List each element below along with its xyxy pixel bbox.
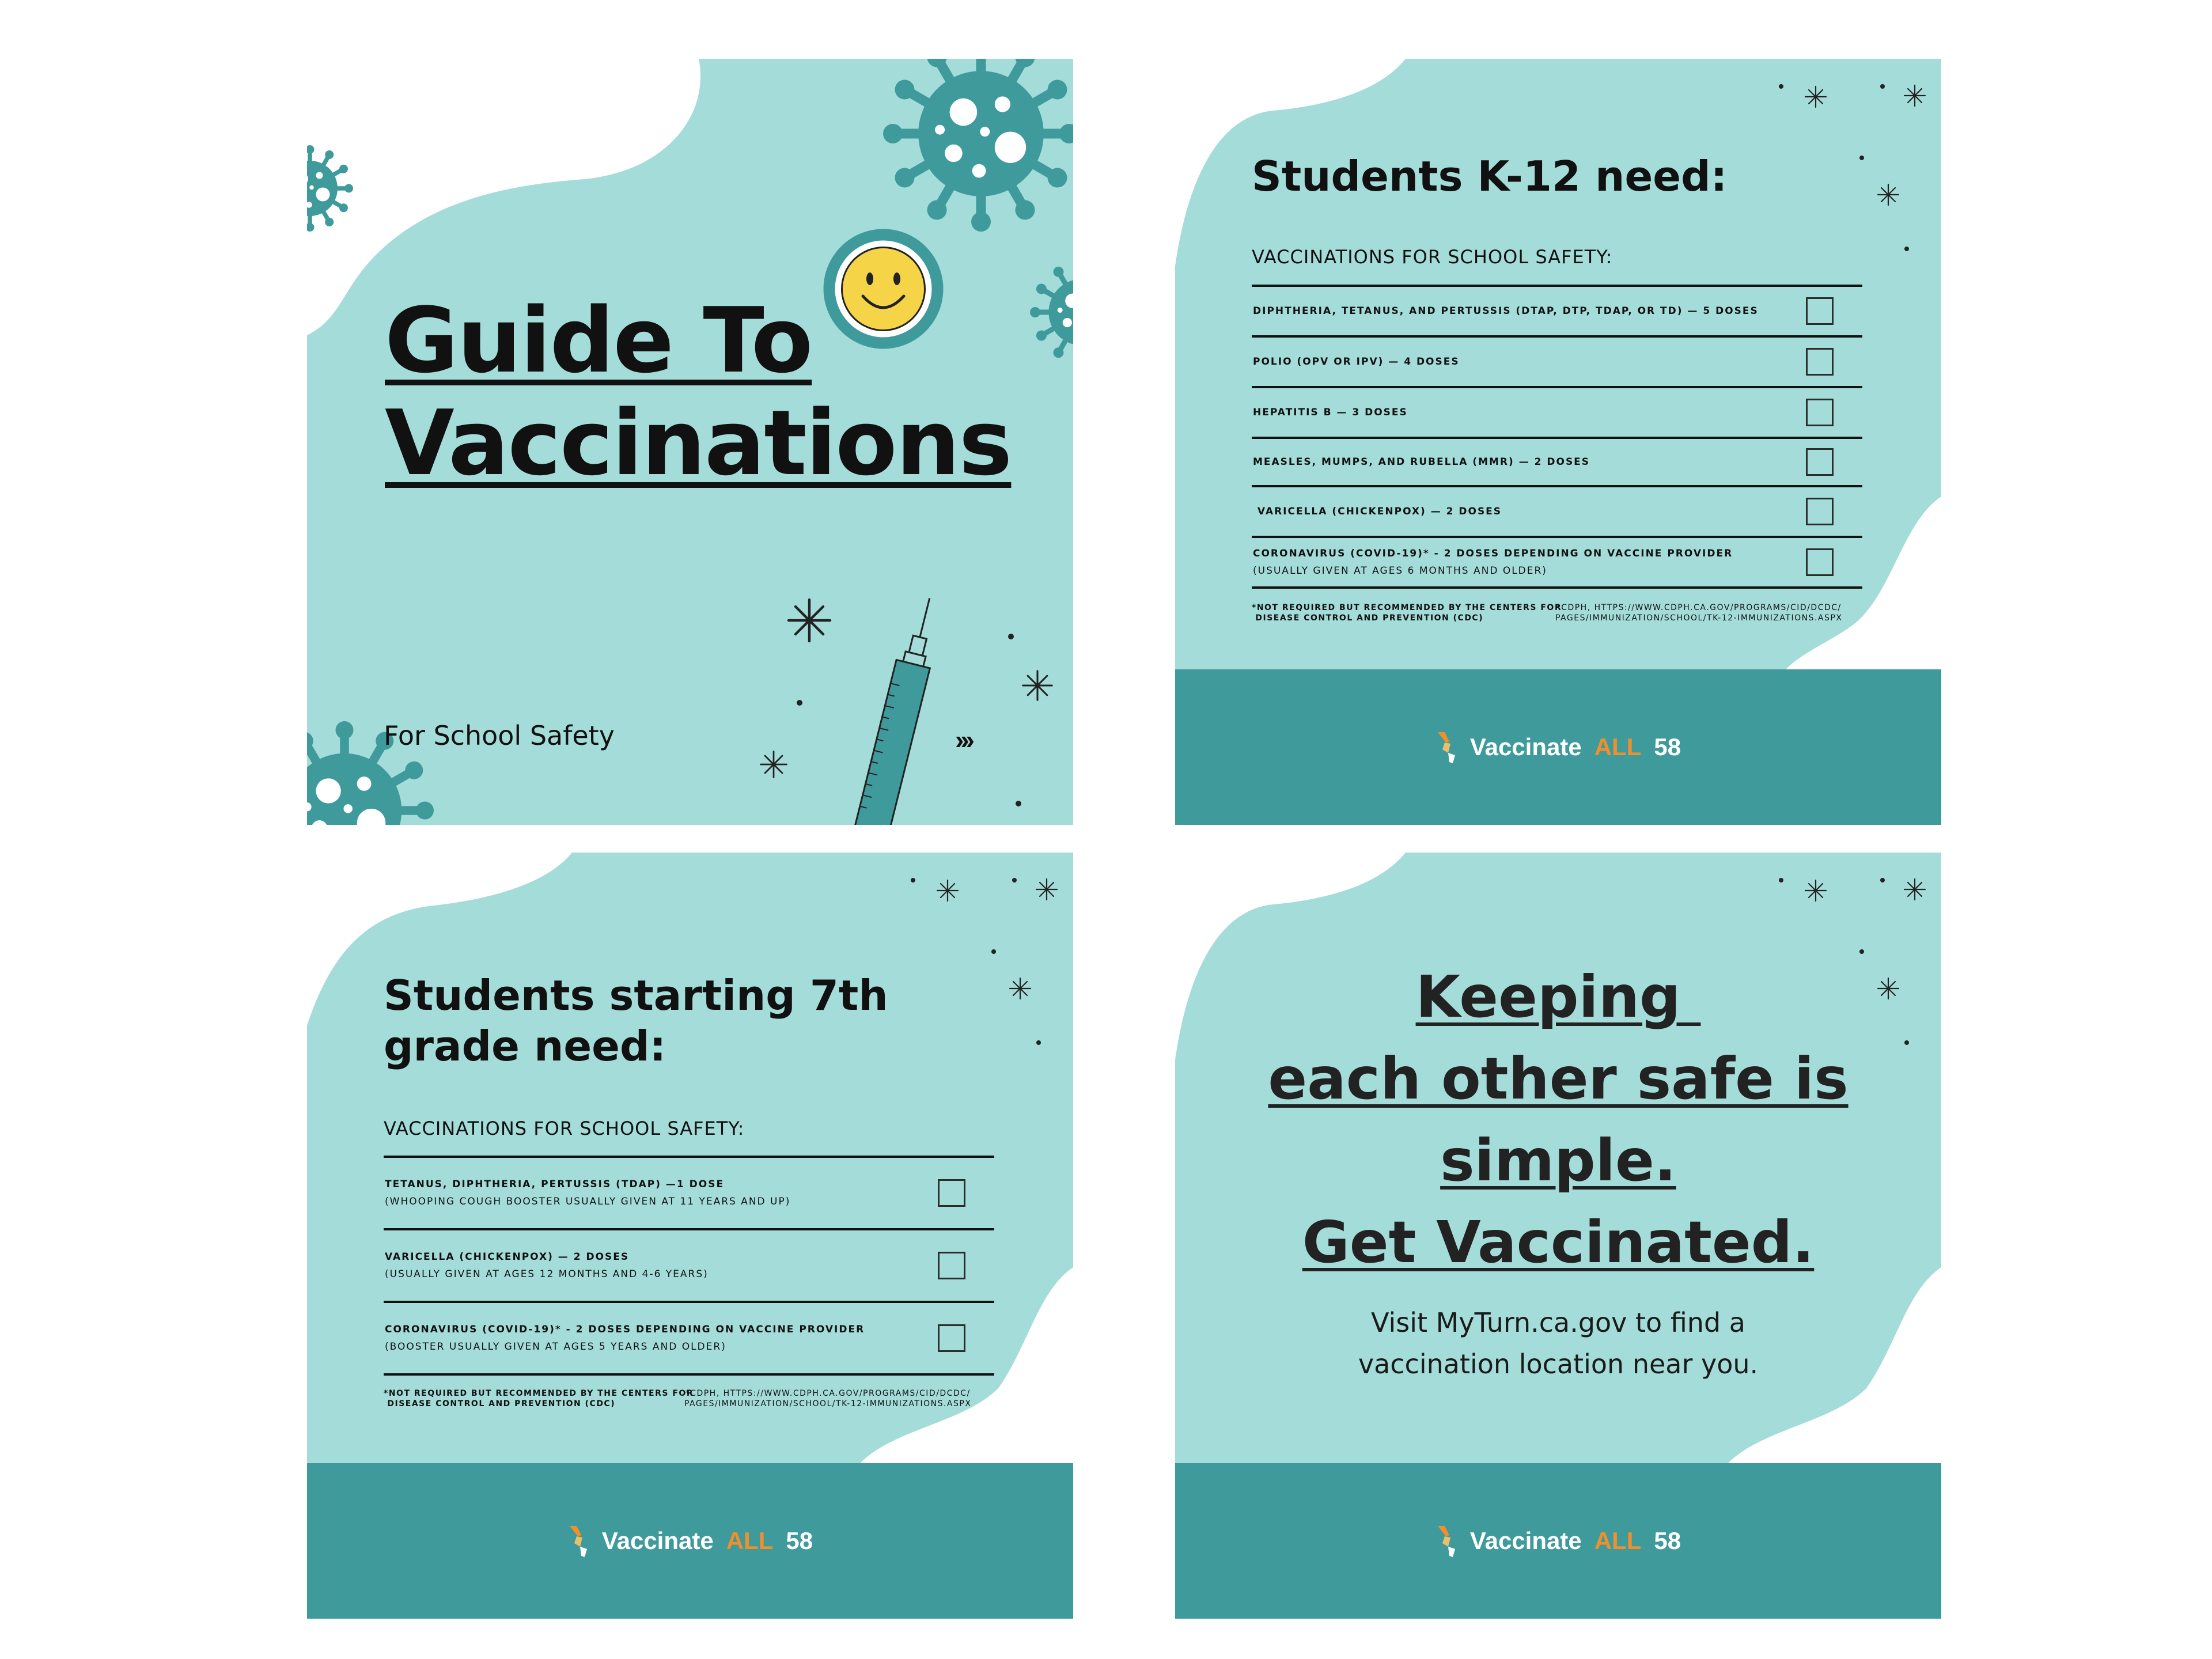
slogan-heading: Keeping each other safe is simple. Get Vaccinated.: [1268, 963, 1849, 1276]
footnote-cdc: *NOT REQUIRED BUT RECOMMENDED BY THE CENTERS FOR DISEASE CONTROL AND PREVENTION (CDC): [1252, 603, 1562, 623]
vaccine-note: (BOOSTER USUALLY GIVEN AT AGES 5 YEARS AND OLDER): [385, 1341, 726, 1353]
panel-heading: Students K-12 need:: [1252, 152, 1728, 200]
k12-panel: [1175, 59, 1941, 825]
checkbox[interactable]: [938, 1324, 965, 1352]
list-item: [1252, 338, 1862, 388]
cover-title-line1: Guide To: [385, 288, 812, 393]
california-logo-icon: [567, 1524, 595, 1558]
section-label: VACCINATIONS FOR SCHOOL SAFETY:: [384, 1118, 745, 1139]
vaccine-name: CORONAVIRUS (COVID-19)* - 2 DOSES DEPENDING ON VACCINE PROVIDER: [385, 1324, 865, 1335]
panel-heading: Students starting 7th grade need:: [384, 971, 888, 1070]
seventh-grade-panel: [307, 853, 1073, 1619]
checkbox[interactable]: [938, 1252, 965, 1279]
vaccine-name: MEASLES, MUMPS, AND RUBELLA (MMR) — 2 DOSES: [1253, 456, 1590, 468]
cover-panel: [307, 59, 1073, 825]
footnote-cdph: *CDPH, HTTPS://WWW.CDPH.CA.GOV/PROGRAMS/CID/DCDC/ PAGES/IMMUNIZATION/SCHOOL/TK-12-IMMUNIZATIONS.ASPX: [684, 1389, 972, 1408]
cover-subtitle: For School Safety: [384, 720, 615, 751]
checkbox[interactable]: [1806, 498, 1834, 525]
footnote-cdc: *NOT REQUIRED BUT RECOMMENDED BY THE CENTERS FOR DISEASE CONTROL AND PREVENTION (CDC): [384, 1389, 694, 1408]
vaccine-name: HEPATITIS B — 3 DOSES: [1253, 407, 1408, 418]
vaccine-checklist: [384, 1156, 994, 1376]
vaccine-name: VARICELLA (CHICKENPOX) — 2 DOSES: [1253, 506, 1502, 517]
california-logo-icon: [1435, 730, 1463, 764]
vaccine-note: (WHOOPING COUGH BOOSTER USUALLY GIVEN AT 11 YEARS AND UP): [385, 1196, 791, 1207]
dot-decoration: [307, 59, 1073, 825]
vaccinate-all-58-logo: Vaccinate ALL 58: [1175, 669, 1941, 825]
vaccine-note: (USUALLY GIVEN AT AGES 12 MONTHS AND 4-6 YEARS): [385, 1268, 709, 1280]
california-logo-icon: [1435, 1524, 1463, 1558]
list-item: [1252, 487, 1862, 538]
list-item: [1252, 287, 1862, 338]
vaccine-name: CORONAVIRUS (COVID-19)* - 2 DOSES DEPENDING ON VACCINE PROVIDER: [1253, 548, 1733, 559]
arrows-icon: ›››: [955, 725, 971, 755]
vaccine-name: VARICELLA (CHICKENPOX) — 2 DOSES: [385, 1251, 630, 1263]
list-item: [1252, 439, 1862, 487]
list-item: [384, 1158, 994, 1230]
vaccine-name: DIPHTHERIA, TETANUS, AND PERTUSSIS (DTAP, DTP, TDAP, OR TD) — 5 DOSES: [1253, 305, 1759, 317]
checkbox[interactable]: [1806, 297, 1834, 325]
vaccine-name: TETANUS, DIPHTHERIA, PERTUSSIS (TDAP) —1 DOSE: [385, 1179, 725, 1190]
list-item: [384, 1230, 994, 1303]
vaccinate-all-58-logo: Vaccinate ALL 58: [1175, 1463, 1941, 1619]
checkbox[interactable]: [1806, 348, 1834, 376]
section-label: VACCINATIONS FOR SCHOOL SAFETY:: [1252, 246, 1613, 268]
vaccine-name: POLIO (OPV OR IPV) — 4 DOSES: [1253, 356, 1460, 368]
checkbox[interactable]: [1806, 548, 1834, 576]
get-vaccinated-panel: [1175, 853, 1941, 1619]
checkbox[interactable]: [1806, 399, 1834, 426]
cover-title-line2: Vaccinations: [385, 391, 1012, 495]
visit-text: Visit MyTurn.ca.gov to find a vaccination location near you.: [1358, 1307, 1759, 1380]
footnote-cdph: *CDPH, HTTPS://WWW.CDPH.CA.GOV/PROGRAMS/CID/DCDC/ PAGES/IMMUNIZATION/SCHOOL/TK-12-IMMUNIZATIONS.ASPX: [1555, 603, 1843, 623]
list-item: [1252, 388, 1862, 439]
list-item: [384, 1303, 994, 1376]
vaccine-checklist: [1252, 285, 1862, 589]
list-item: [1252, 538, 1862, 589]
vaccinate-all-58-logo: Vaccinate ALL 58: [307, 1463, 1073, 1619]
checkbox[interactable]: [1806, 448, 1834, 476]
vaccine-note: (USUALLY GIVEN AT AGES 6 MONTHS AND OLDER): [1253, 565, 1547, 577]
checkbox[interactable]: [938, 1179, 965, 1207]
